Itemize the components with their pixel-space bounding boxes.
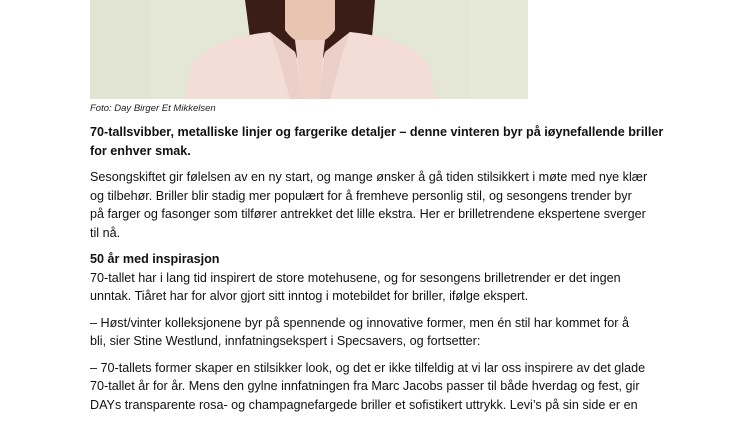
quote-paragraph-1: – Høst/vinter kolleksjonene byr på spennende og innovative former, men én stil har kommet for å bli, sier Stine Westlund, innfatningsekspert i Specsavers, og fortsetter: bbox=[90, 315, 630, 348]
photo-illustration bbox=[90, 0, 528, 99]
intro-paragraph: Sesongskiftet gir følelsen av en ny start, og mange ønsker å gå tiden stilsikkert i møte med nye klær og tilbehør. Briller blir stadig mer populært for å fremheve personlig stil, og sesongens trender byr på farger og fasonger som tilfører antrekket det lille ekstra. Her er brilletrendene ekspertene sverger til nå. bbox=[90, 170, 648, 240]
article-photo bbox=[90, 0, 528, 99]
photo-shade-left bbox=[90, 0, 150, 99]
photo-shade-right bbox=[470, 0, 528, 99]
section-heading: 50 år med inspirasjon bbox=[90, 252, 220, 266]
article-body bbox=[90, 123, 680, 422]
photo-caption: Foto: Day Birger Et Mikkelsen bbox=[90, 103, 216, 114]
article-lede: 70-tallsvibber, metalliske linjer og fargerike detaljer – denne vinteren byr på iøynefallende briller for enhver smak. bbox=[90, 125, 664, 158]
section-paragraph: 70-tallet har i lang tid inspirert de store motehusene, og for sesongens brilletrender er det ingen unntak. Tiåret har for alvor gjort sitt inntog i motebildet for briller, ifølge ekspert. bbox=[90, 270, 621, 303]
inspiration-section bbox=[90, 250, 680, 306]
quote-paragraph-2: – 70-tallets former skaper en stilsikker look, og det er ikke tilfeldig at vi lar oss inspirere av det glade 70-tallet år for år. Mens den gylne innfatningen fra Marc Jacobs passer til både hverdag og fest, gir DAYs transparente rosa- og champagnefargede briller et sofistikert uttrykk. Levi’s på sin side er en bbox=[90, 360, 646, 412]
